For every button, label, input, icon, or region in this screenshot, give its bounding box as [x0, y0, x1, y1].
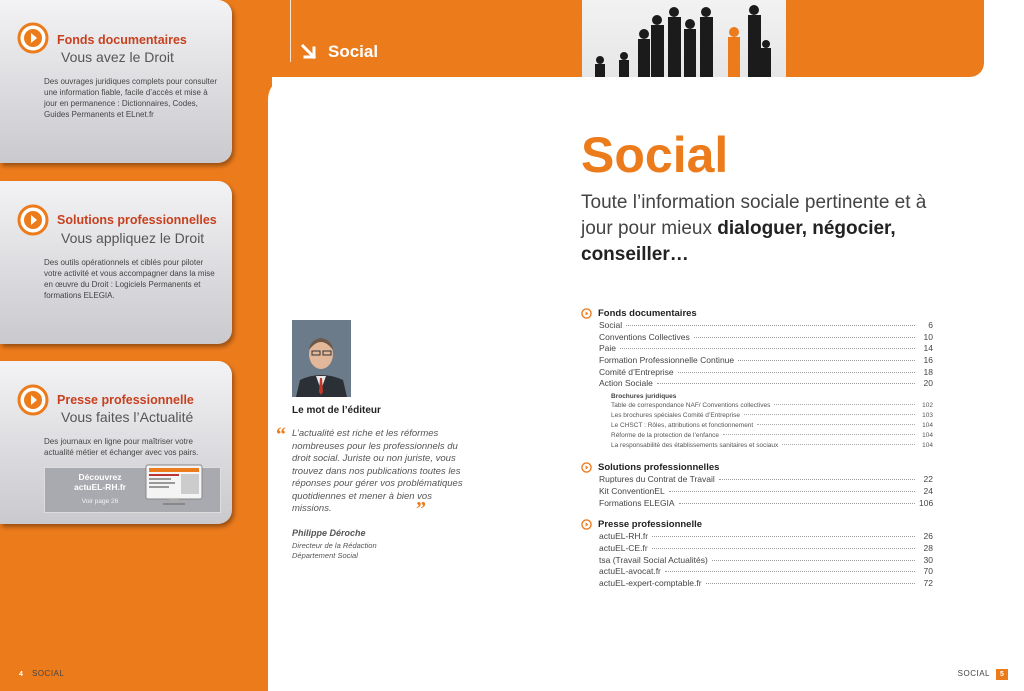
panel-subtitle: Vous appliquez le Droit	[61, 230, 205, 246]
monitor-screenshot-icon	[145, 464, 203, 506]
toc-section-fonds: Fonds documentaires	[581, 306, 933, 320]
panel-subtitle: Vous faites l’Actualité	[61, 409, 194, 425]
toc-subitem[interactable]: Table de correspondance NAF/ Conventions collectives 102	[611, 402, 933, 410]
panel-body: Des ouvrages juridiques complets pour consulter une information fiable, facile d’accès et mise à jour en permanence : Dictionnaires, Codes, Guides Permanents et ELnet.fr	[44, 77, 217, 119]
toc-item[interactable]: actuEL-CE.fr 28	[599, 542, 933, 553]
close-quote-mark: ”	[416, 498, 426, 520]
author-name: Philippe Déroche	[292, 528, 366, 538]
panel-title: Solutions professionnelles	[57, 213, 217, 227]
toc-item[interactable]: Comité d’Entreprise 18	[599, 366, 933, 377]
play-circle-icon	[17, 22, 49, 54]
toc-subitem[interactable]: La responsabilité des établissements sanitaires et sociaux 104	[611, 442, 933, 450]
play-circle-icon	[581, 462, 592, 473]
toc-item[interactable]: actuEL-RH.fr 26	[599, 531, 933, 542]
panel-body: Des outils opérationnels et ciblés pour piloter votre activité et vous accompagner dans la mise en œuvre du Droit : Logiciels Permanents et formations ELEGIA.	[44, 258, 215, 300]
toc-item[interactable]: Formations ELEGIA 106	[599, 497, 934, 508]
author-department: Département Social	[292, 551, 358, 560]
play-circle-icon	[581, 308, 592, 319]
editor-heading: Le mot de l’éditeur	[292, 405, 381, 416]
orange-gutter	[232, 0, 272, 691]
toc-item[interactable]: actuEL-expert-comptable.fr 72	[599, 577, 933, 588]
section-header	[300, 42, 378, 62]
toc-subitem[interactable]: Réforme de la protection de l’enfance 104	[611, 432, 933, 440]
toc-item[interactable]: Kit ConventionEL 24	[599, 485, 933, 496]
toc-item[interactable]: Paie 14	[599, 343, 933, 354]
editor-quote: L’actualité est riche et les réformes nombreuses pour les professionnels du droit social. Juriste ou non juriste, vous trouvez dans nos publications toutes les réponses pour gérer vos problématiques quotidiennes et mener à bien vos missions.	[292, 428, 463, 514]
page-title: Social	[581, 127, 729, 183]
band-divider	[290, 0, 291, 62]
editor-portrait-photo	[292, 320, 351, 397]
footer-label-right: SOCIAL	[957, 669, 990, 678]
toc-item[interactable]: Action Sociale 20	[599, 378, 933, 389]
toc-subitem[interactable]: Les brochures spéciales Comité d’Entreprise 103	[611, 412, 933, 420]
open-quote-mark: “	[276, 424, 286, 446]
play-circle-icon	[17, 384, 49, 416]
people-silhouette-photo	[582, 0, 786, 77]
panel-body: Des journaux en ligne pour maîtriser votre actualité métier et échanger avec vos pairs.	[44, 437, 199, 457]
panel-subtitle: Vous avez le Droit	[61, 49, 174, 65]
footer-label-left: SOCIAL	[32, 669, 65, 678]
promo-label: Découvrez actuEL-RH.fr	[74, 472, 126, 492]
toc-section-solutions: Solutions professionnelles	[581, 460, 933, 474]
toc-item[interactable]: Conventions Collectives 10	[599, 331, 933, 342]
toc-subheading-brochures: Brochures juridiques	[611, 393, 677, 401]
panel-presse-professionnelle	[0, 361, 232, 524]
toc-item[interactable]: Social 6	[599, 320, 933, 330]
toc-subitem[interactable]: Le CHSCT : Rôles, attributions et fonctionnement 104	[611, 422, 933, 430]
panel-title: Presse professionnelle	[57, 393, 194, 407]
toc-item[interactable]: actuEL-avocat.fr 70	[599, 566, 933, 577]
tagline: Toute l’information sociale pertinente et à jour pour mieux dialoguer, négocier, conseiller…	[581, 192, 927, 265]
play-circle-icon	[17, 204, 49, 236]
page-number-left: 4	[16, 670, 26, 680]
panel-fonds-documentaires	[0, 0, 232, 163]
page-number-right: 5	[996, 669, 1008, 680]
author-role: Directeur de la Rédaction	[292, 541, 377, 550]
toc-item[interactable]: Ruptures du Contrat de Travail 22	[599, 474, 933, 485]
arrow-down-right-icon	[300, 43, 318, 61]
table-of-contents	[581, 306, 933, 590]
toc-item[interactable]: Formation Professionnelle Continue 16	[599, 355, 933, 366]
promo-page-ref: Voir page 26	[81, 498, 119, 505]
panel-title: Fonds documentaires	[57, 33, 187, 47]
play-circle-icon	[581, 519, 592, 530]
toc-item[interactable]: tsa (Travail Social Actualités) 30	[599, 554, 933, 565]
toc-section-presse: Presse professionnelle	[581, 517, 933, 531]
section-label: Social	[328, 42, 379, 61]
promo-actuel-rh-link[interactable]	[44, 467, 221, 513]
panel-solutions-professionnelles	[0, 181, 232, 344]
